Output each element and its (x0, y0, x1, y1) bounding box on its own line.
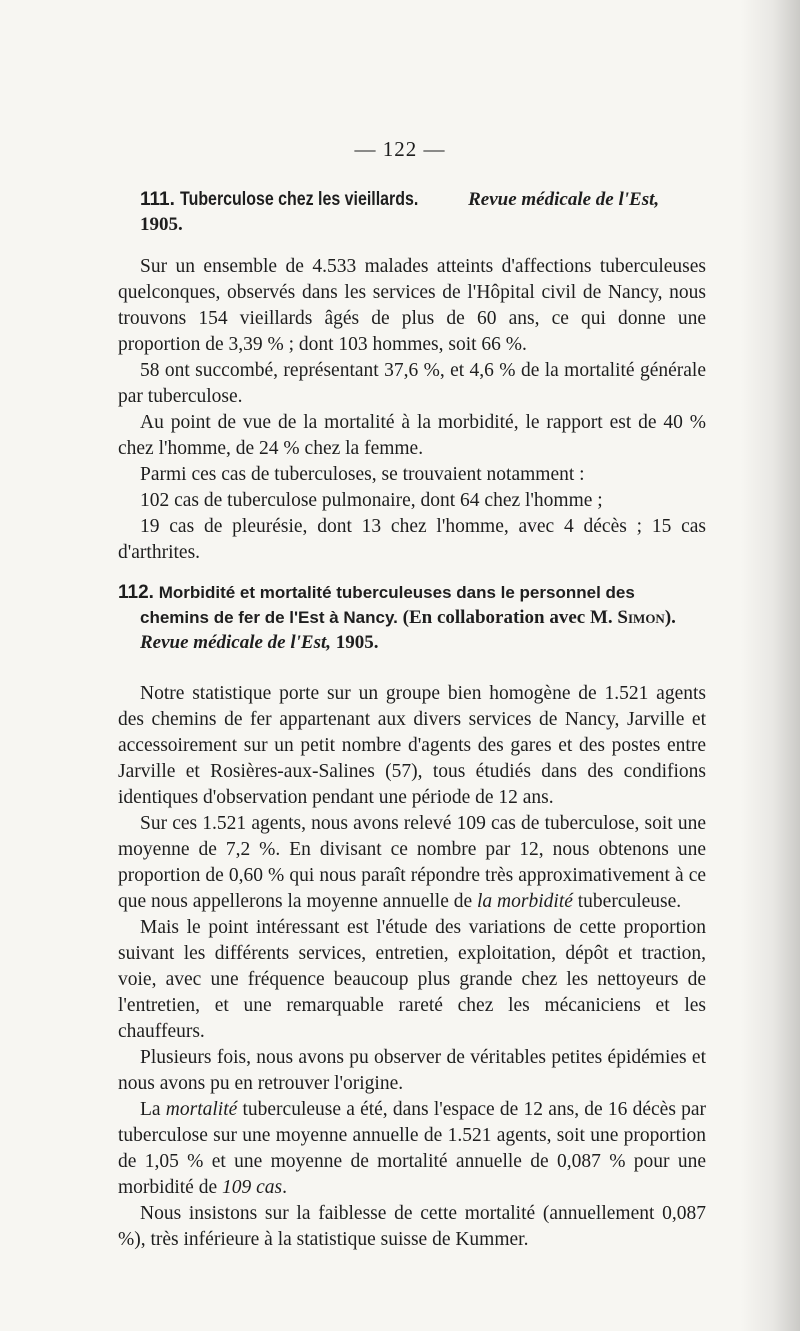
paragraph-mortalite (118, 1097, 706, 1201)
entry-112-heading (118, 580, 706, 655)
entry-111 (118, 187, 706, 566)
entry-111-heading (118, 187, 706, 237)
paragraph: Sur un ensemble de 4.533 malades atteints d'affections tuberculeuses quelconques, observés dans les services de l'Hôpital civil de Nancy, nous trouvons 154 vieillards âgés de plus de 60 ans, ce qui donne une proportion de 3,39 % ; dont 103 hommes, soit 66 %. (118, 256, 706, 355)
paragraph: Nous insistons sur la faiblesse de cette mortalité (annuellement 0,087 %), très inférieure à la statistique suisse de Kummer. (118, 1203, 706, 1250)
paragraph: Notre statistique porte sur un groupe bien homogène de 1.521 agents des chemins de fer appartenant aux divers services de Nancy, Jarville et accessoirement sur un petit nombre d'agents des gares et des postes entre Jarville et Rosières-aux-Salines (57), tous étudiés dans des condifions identiques d'observation pendant une période de 12 ans. (118, 683, 706, 808)
page-number: — 122 — (354, 137, 446, 161)
paragraph: 19 cas de pleurésie, dont 13 chez l'homme, avec 4 décès ; 15 cas d'arthrites. (118, 516, 706, 563)
journal-name: Revue médicale de l'Est, (468, 189, 660, 210)
collaboration-prefix: (En collaboration avec M. (402, 607, 613, 628)
paragraph: Parmi ces cas de tuberculoses, se trouvaient notamment : (140, 464, 585, 485)
text-run: tuberculeuse. (577, 891, 682, 912)
text-run: La (140, 1099, 161, 1120)
publication-year: 1905. (335, 632, 379, 653)
paragraph: Mais le point intéressant est l'étude des variations de cette proportion suivant les différents services, entretien, exploitation, dépôt et traction, voie, avec une fréquence beaucoup plus grande chez les nettoyeurs de l'entretien, et une remarquable rareté chez les mécaniciens et les chauffeurs. (118, 917, 706, 1042)
text-run: Sur ces 1.521 agents, nous avons relevé 109 cas de tuberculose, soit une moyenne de 7,2 %. En divisant ce nombre par 12, nous obtenons une proportion de 0,60 % qui nous paraît répondre très approximativement à ce que nous appellerons la moyenne annuelle de (118, 813, 706, 912)
paragraph: Plusieurs fois, nous avons pu observer de véritables petites épidémies et nous avons pu en retrouver l'origine. (118, 1047, 706, 1094)
paragraph-moyenne (118, 811, 706, 915)
entry-title: Tuberculose chez les vieillards. (179, 189, 418, 210)
entry-number: 111. (140, 189, 175, 210)
paragraph: 58 ont succombé, représentant 37,6 %, et 4,6 % de la mortalité générale par tuberculose. (118, 360, 706, 407)
publication-year: 1905. (140, 214, 183, 235)
page-edge-shadow (740, 0, 800, 1331)
emphasis: mortalité (165, 1099, 238, 1120)
entry-112 (118, 580, 706, 1253)
emphasis: la morbidité (477, 891, 573, 912)
paragraph: Au point de vue de la mortalité à la morbidité, le rapport est de 40 % chez l'homme, de 24 % chez la femme. (118, 412, 706, 459)
collaboration-suffix: ). (664, 607, 676, 628)
entry-title: Morbidité et mortalité tuberculeuses dans le personnel des chemins de fer de l'Est à Nancy. (140, 583, 635, 627)
entry-number: 112. (118, 582, 154, 603)
text-run: . (282, 1177, 287, 1198)
emphasis: 109 cas (221, 1177, 283, 1198)
journal-name: Revue médicale de l'Est, (140, 632, 332, 653)
text-run: tuberculeuse a été, dans l'espace de 12 ans, de 16 décès par tuberculose sur une moyenne annuelle de 1.521 agents, soit une proportion de 1,05 % et une moyenne de mortalité annuelle de 0,087 % pour une morbidité de (118, 1099, 707, 1198)
collaborator-name: Simon (617, 607, 665, 628)
paragraph: 102 cas de tuberculose pulmonaire, dont 64 chez l'homme ; (140, 490, 603, 511)
